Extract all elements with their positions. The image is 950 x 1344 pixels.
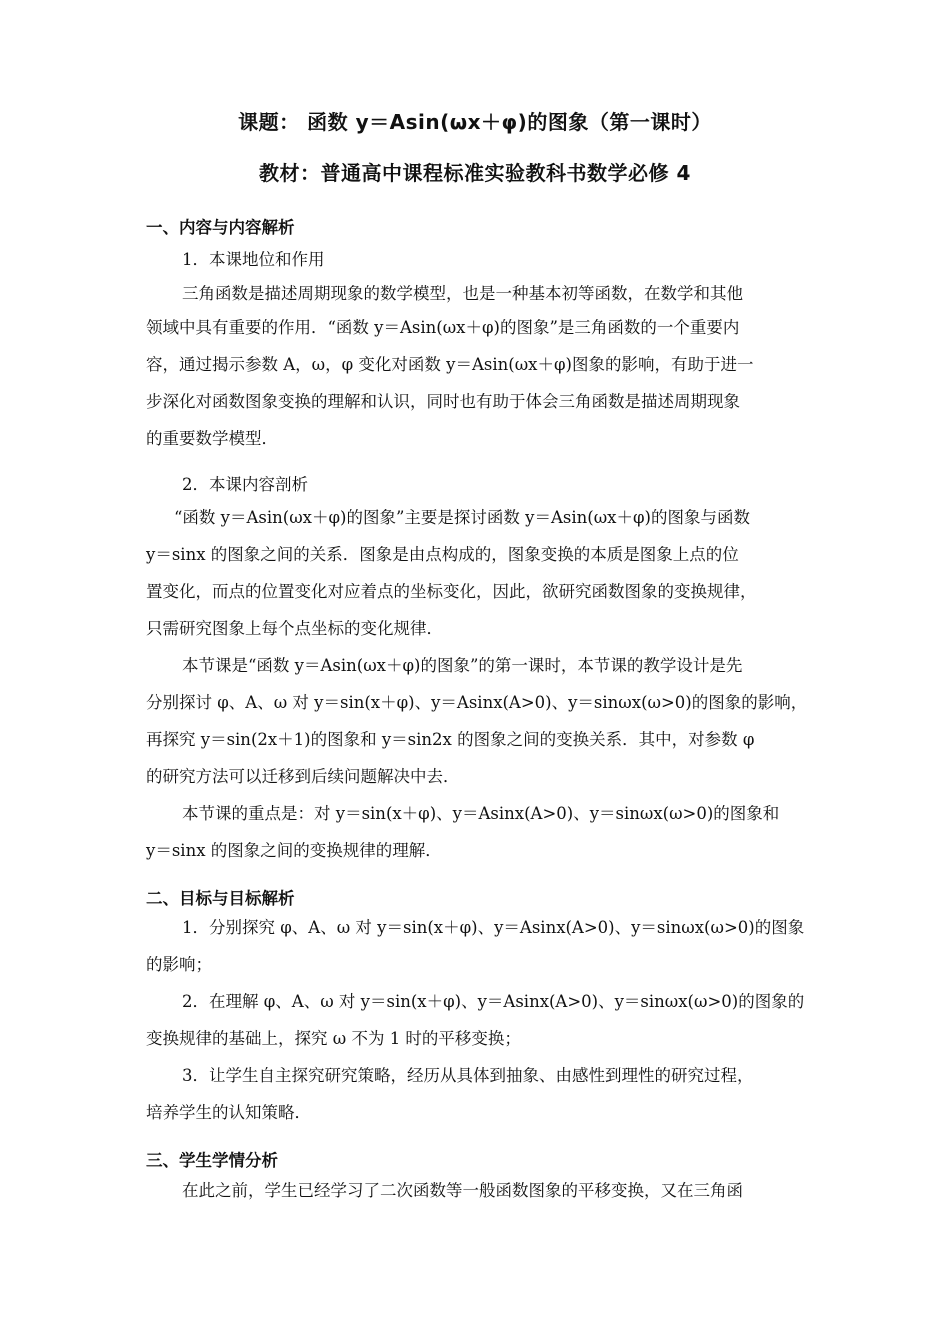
goal-line: 3．让学生自主探究研究策略，经历从具体到抽象、由感性到理性的研究过程， xyxy=(182,1066,754,1085)
paragraph-line: “函数 y＝Asin(ωx＋φ)的图象”主要是探讨函数 y＝Asin(ωx＋φ)的图象与函数 xyxy=(174,508,750,527)
paragraph-line: y＝sinx 的图象之间的变换规律的理解． xyxy=(146,841,442,860)
paragraph-line: 置变化，而点的位置变化对应着点的坐标变化，因此，欲研究函数图象的变换规律， xyxy=(146,582,757,601)
goal-line: 1．分别探究 φ、A、ω 对 y＝sin(x＋φ)、y＝Asinx(A>0)、y＝sinωx(ω>0)的图象 xyxy=(182,918,805,937)
paragraph-line: 再探究 y＝sin(2x＋1)的图象和 y＝sin2x 的图象之间的变换关系．其中，对参数 φ xyxy=(146,730,755,749)
section-heading-goals: 二、目标与目标解析 xyxy=(146,889,295,908)
section-heading-students: 三、学生学情分析 xyxy=(146,1151,278,1170)
goal-line: 2．在理解 φ、A、ω 对 y＝sin(x＋φ)、y＝Asinx(A>0)、y＝sinωx(ω>0)的图象的 xyxy=(182,992,805,1011)
paragraph-line: 步深化对函数图象变换的理解和认识，同时也有助于体会三角函数是描述周期现象 xyxy=(146,392,740,411)
goal-line: 变换规律的基础上，探究 ω 不为 1 时的平移变换； xyxy=(146,1029,521,1048)
paragraph-line: 容，通过揭示参数 A，ω，φ 变化对函数 y＝Asin(ωx＋φ)图象的影响，有助于进一 xyxy=(146,355,754,374)
paragraph-line: 的研究方法可以迁移到后续问题解决中去． xyxy=(146,767,460,786)
subheading-analysis: 2．本课内容剖析 xyxy=(182,475,308,494)
goal-line: 的影响； xyxy=(146,955,212,974)
paragraph-line: 本节课是“函数 y＝Asin(ωx＋φ)的图象”的第一课时，本节课的教学设计是先 xyxy=(182,656,743,675)
paragraph-line: 本节课的重点是：对 y＝sin(x＋φ)、y＝Asinx(A>0)、y＝sinωx(ω>0)的图象和 xyxy=(182,804,780,823)
paragraph-line: 领域中具有重要的作用．“函数 y＝Asin(ωx＋φ)的图象”是三角函数的一个重要内 xyxy=(146,318,740,337)
paragraph-line: 只需研究图象上每个点坐标的变化规律． xyxy=(146,619,443,638)
textbook-title: 教材：普通高中课程标准实验教科书数学必修 4 xyxy=(259,161,691,185)
section-heading-content: 一、内容与内容解析 xyxy=(146,218,295,237)
goal-line: 培养学生的认知策略． xyxy=(146,1103,311,1122)
lesson-title: 课题： 函数 y＝Asin(ωx＋φ)的图象（第一课时） xyxy=(238,110,712,134)
paragraph-line: 在此之前，学生已经学习了二次函数等一般函数图象的平移变换，又在三角函 xyxy=(182,1181,743,1200)
paragraph-line: 分别探讨 φ、A、ω 对 y＝sin(x＋φ)、y＝Asinx(A>0)、y＝sinωx(ω>0)的图象的影响， xyxy=(146,693,808,712)
paragraph-line: 三角函数是描述周期现象的数学模型，也是一种基本初等函数，在数学和其他 xyxy=(182,284,743,303)
paragraph-line: y＝sinx 的图象之间的关系．图象是由点构成的，图象变换的本质是图象上点的位 xyxy=(146,545,739,564)
subheading-role: 1．本课地位和作用 xyxy=(182,250,325,269)
paragraph-line: 的重要数学模型． xyxy=(146,429,278,448)
